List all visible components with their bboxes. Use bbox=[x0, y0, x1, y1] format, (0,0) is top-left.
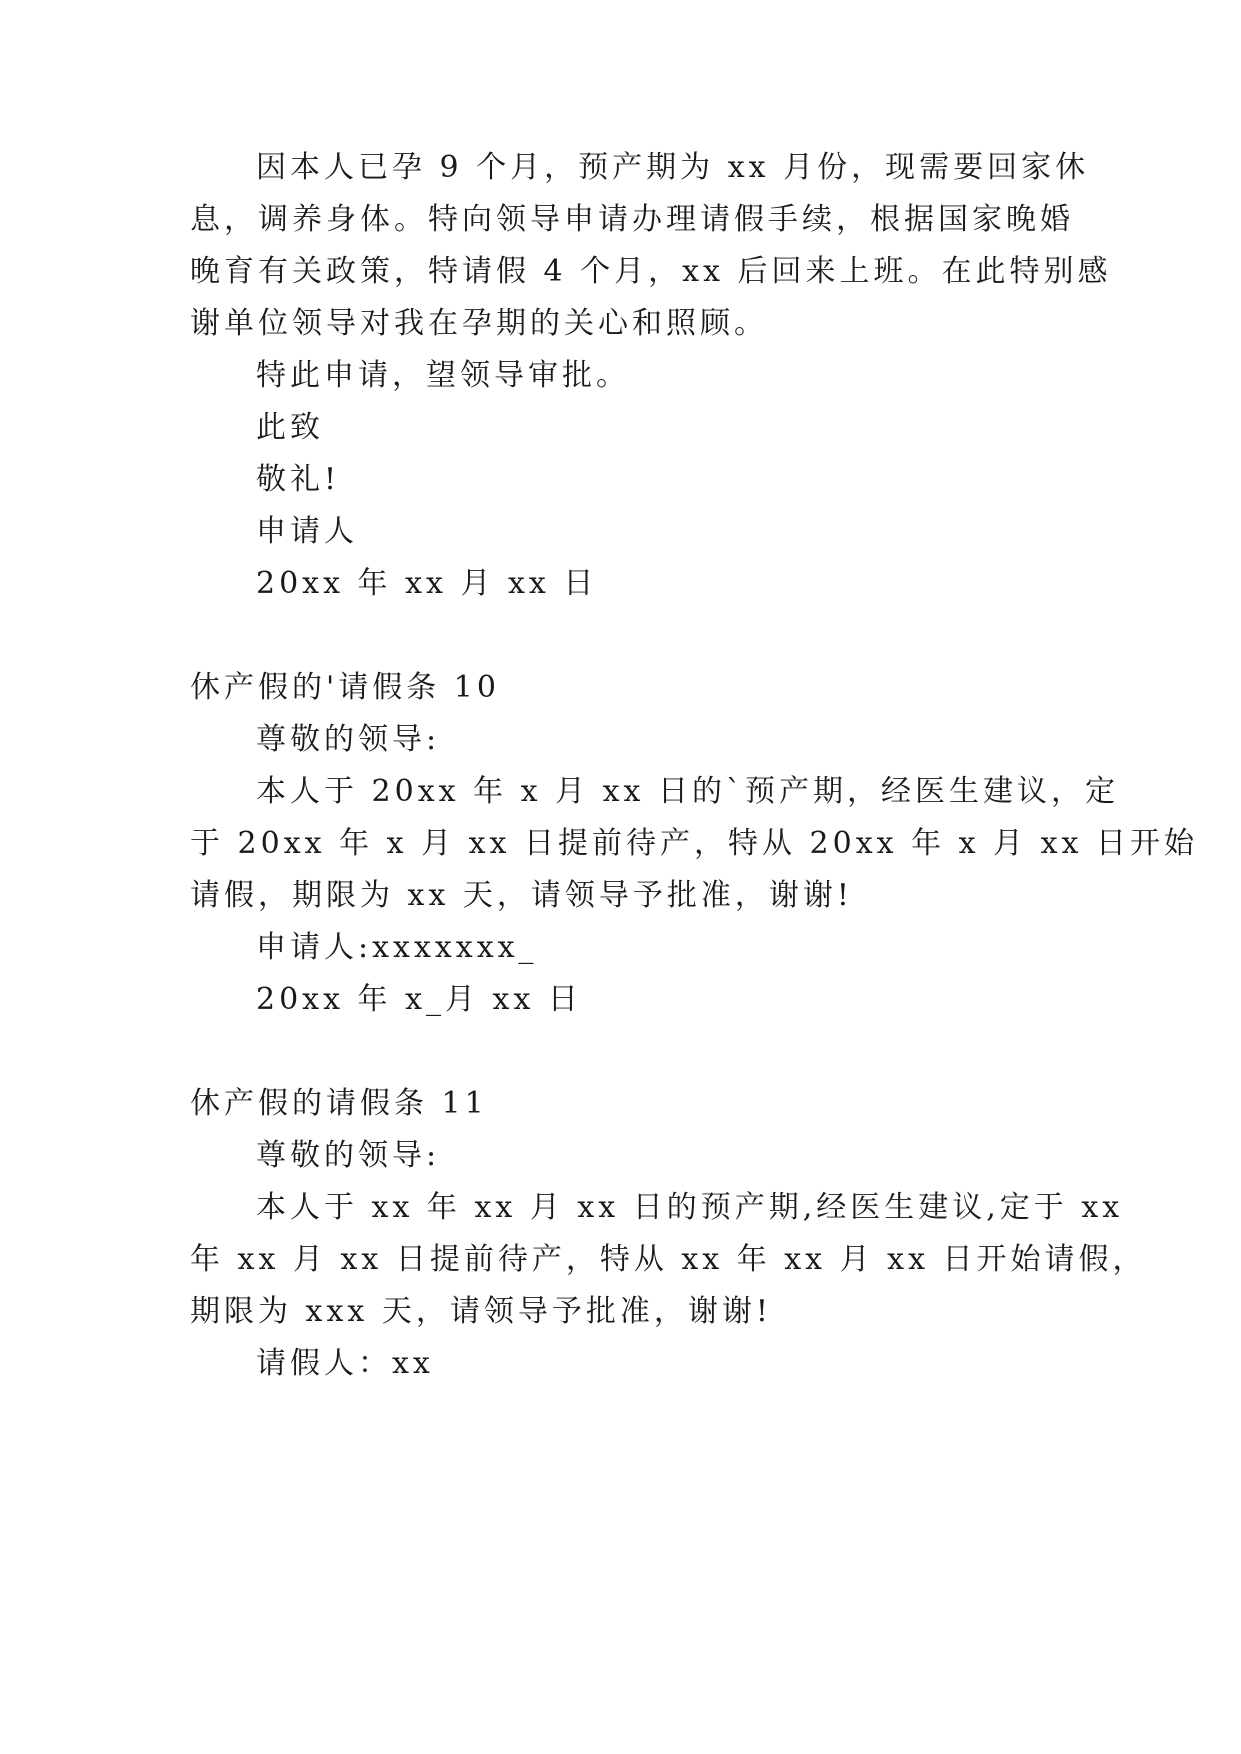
section-title: 休产假的请假条 11 bbox=[190, 1086, 488, 1121]
salutation: 尊敬的领导: bbox=[256, 1138, 441, 1173]
request-line: 特此申请，望领导审批。 bbox=[256, 358, 630, 393]
closing-line: 此致 bbox=[256, 410, 324, 445]
closing-line: 敬礼! bbox=[256, 462, 341, 497]
paragraph-line: 本人于 20xx 年 x 月 xx 日的`预产期，经医生建议，定 bbox=[256, 774, 1119, 809]
paragraph-line: 谢单位领导对我在孕期的关心和照顾。 bbox=[190, 306, 768, 341]
paragraph-line: 于 20xx 年 x 月 xx 日提前待产，特从 20xx 年 x 月 xx 日开始 bbox=[190, 826, 1198, 861]
paragraph-line: 期限为 xxx 天，请领导予批准，谢谢! bbox=[190, 1294, 772, 1329]
section-title: 休产假的'请假条 10 bbox=[190, 670, 500, 705]
paragraph-line: 请假，期限为 xx 天，请领导予批准，谢谢! bbox=[190, 878, 853, 913]
applicant-line: 申请人:xxxxxxx_ bbox=[256, 930, 538, 965]
paragraph-line: 息，调养身体。特向领导申请办理请假手续，根据国家晚婚 bbox=[190, 202, 1074, 237]
paragraph-line: 因本人已孕 9 个月，预产期为 xx 月份，现需要回家休 bbox=[256, 150, 1090, 185]
paragraph-line: 本人于 xx 年 xx 月 xx 日的预产期,经医生建议,定于 xx bbox=[256, 1190, 1124, 1225]
salutation: 尊敬的领导: bbox=[256, 722, 441, 757]
date-line: 20xx 年 xx 月 xx 日 bbox=[256, 566, 598, 601]
applicant-line: 请假人：xx bbox=[256, 1346, 434, 1381]
paragraph-line: 晚育有关政策，特请假 4 个月，xx 后回来上班。在此特别感 bbox=[190, 254, 1112, 289]
paragraph-line: 年 xx 月 xx 日提前待产，特从 xx 年 xx 月 xx 日开始请假， bbox=[190, 1242, 1147, 1277]
date-line: 20xx 年 x_月 xx 日 bbox=[256, 982, 582, 1017]
applicant-line: 申请人 bbox=[256, 514, 358, 549]
